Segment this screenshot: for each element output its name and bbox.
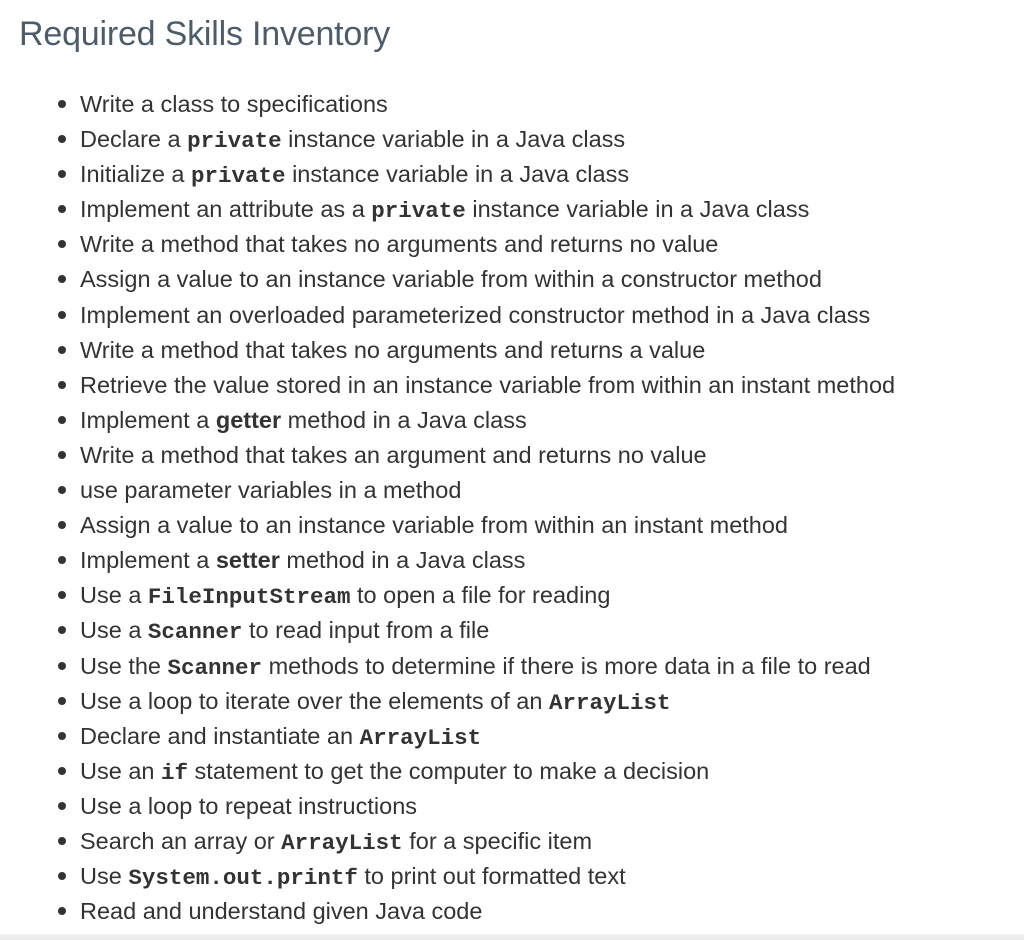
skill-text: Use a	[80, 582, 148, 609]
skill-text: Declare and instantiate an	[80, 722, 360, 749]
skill-text: Use a loop to iterate over the elements of an	[80, 687, 549, 714]
skill-list-item	[80, 122, 895, 157]
skill-text: method in a Java class	[281, 406, 527, 433]
bullet-icon	[58, 732, 66, 740]
skill-list-item	[80, 262, 895, 297]
skill-text: instance variable in a Java class	[285, 161, 630, 188]
skill-list-item	[80, 508, 895, 543]
skill-text: Use a	[80, 617, 148, 644]
skill-list-item	[80, 649, 895, 684]
bullet-icon	[58, 626, 66, 634]
bottom-divider	[0, 934, 1024, 940]
skill-text: Implement an attribute as a	[80, 196, 372, 223]
skill-text: Use a loop to repeat instructions	[80, 792, 418, 819]
skill-text: methods to determine if there is more data in a file to read	[262, 652, 871, 679]
skill-list-item	[80, 719, 895, 754]
bullet-icon	[58, 837, 66, 845]
skill-text: to open a file for reading	[350, 582, 611, 609]
inline-code: Scanner	[167, 654, 263, 681]
skill-list-item	[80, 578, 895, 613]
skill-text: Assign a value to an instance variable from within an instant method	[80, 512, 789, 539]
skill-list-item	[80, 298, 895, 333]
skill-text: method in a Java class	[279, 547, 526, 574]
skill-list-item	[80, 87, 895, 122]
bullet-icon	[58, 486, 66, 494]
skill-list-item	[80, 157, 895, 192]
skill-list-item	[80, 684, 895, 719]
skill-list-item	[80, 824, 895, 859]
bold-term: setter	[215, 547, 280, 574]
skill-text: Implement a	[80, 406, 216, 433]
inline-code: private	[187, 128, 282, 155]
inline-code: FileInputStream	[147, 584, 351, 611]
skill-text: Write a method that takes an argument and returns no value	[80, 441, 707, 468]
inline-code: Scanner	[147, 619, 243, 646]
skill-list-item	[80, 894, 895, 929]
bullet-icon	[58, 381, 66, 389]
skill-text: to read input from a file	[242, 617, 490, 644]
bold-term: getter	[215, 406, 282, 433]
bullet-icon	[58, 802, 66, 810]
bullet-icon	[58, 170, 66, 178]
skill-text: instance variable in a Java class	[281, 126, 626, 153]
bullet-icon	[58, 521, 66, 529]
skill-list-item	[80, 613, 895, 648]
skills-list	[0, 87, 895, 929]
bullet-icon	[58, 416, 66, 424]
inline-code: if	[161, 759, 189, 786]
bullet-icon	[58, 591, 66, 599]
bullet-icon	[58, 135, 66, 143]
inline-code: ArrayList	[548, 689, 671, 716]
skill-text: use parameter variables in a method	[80, 477, 462, 504]
inline-code: System.out.printf	[128, 865, 358, 892]
skill-text: Declare a	[80, 126, 188, 153]
bullet-icon	[58, 451, 66, 459]
skill-list-item	[80, 227, 895, 262]
skill-text: Search an array or	[80, 827, 282, 854]
skill-text: to print out formatted text	[357, 863, 626, 890]
bullet-icon	[58, 767, 66, 775]
bullet-icon	[58, 697, 66, 705]
skill-list-item	[80, 754, 895, 789]
skill-list-item	[80, 368, 895, 403]
inline-code: ArrayList	[359, 724, 482, 751]
bullet-icon	[58, 872, 66, 880]
skill-text: Write a class to specifications	[80, 91, 388, 117]
bullet-icon	[58, 556, 66, 564]
skill-list-item	[80, 543, 895, 578]
skill-list-item	[80, 789, 895, 824]
skill-text: Implement a	[80, 547, 216, 574]
page-title: Required Skills Inventory	[19, 15, 391, 53]
skill-list-item	[80, 438, 895, 473]
bullet-icon	[58, 240, 66, 248]
skill-text: Initialize a	[80, 161, 192, 188]
skill-list-item	[80, 403, 895, 438]
skill-text: for a specific item	[402, 827, 593, 854]
skill-text: Read and understand given Java code	[80, 898, 483, 925]
bullet-icon	[58, 311, 66, 319]
inline-code: private	[371, 198, 466, 225]
skill-text: instance variable in a Java class	[465, 196, 810, 223]
skill-text: Write a method that takes no arguments and returns no value	[80, 231, 719, 258]
skill-text: Retrieve the value stored in an instance variable from within an instant method	[80, 371, 896, 398]
skill-list-item	[80, 859, 895, 894]
inline-code: ArrayList	[281, 829, 403, 856]
skill-list-item	[80, 192, 895, 227]
bullet-icon	[58, 346, 66, 354]
bullet-icon	[58, 205, 66, 213]
skill-text: Write a method that takes no arguments and returns a value	[80, 336, 706, 363]
skill-text: Use an	[80, 757, 161, 784]
skill-text: Use the	[80, 652, 168, 679]
skill-list-item	[80, 333, 895, 368]
bullet-icon	[58, 275, 66, 283]
bullet-icon	[58, 662, 66, 670]
skill-text: statement to get the computer to make a decision	[188, 757, 710, 784]
inline-code: private	[191, 163, 286, 190]
skill-text: Implement an overloaded parameterized constructor method in a Java class	[80, 301, 871, 328]
skill-list-item	[80, 473, 895, 508]
skill-text: Assign a value to an instance variable from within a constructor method	[80, 266, 822, 293]
bullet-icon	[58, 907, 66, 915]
bullet-icon	[58, 100, 66, 108]
skill-text: Use	[80, 863, 129, 890]
